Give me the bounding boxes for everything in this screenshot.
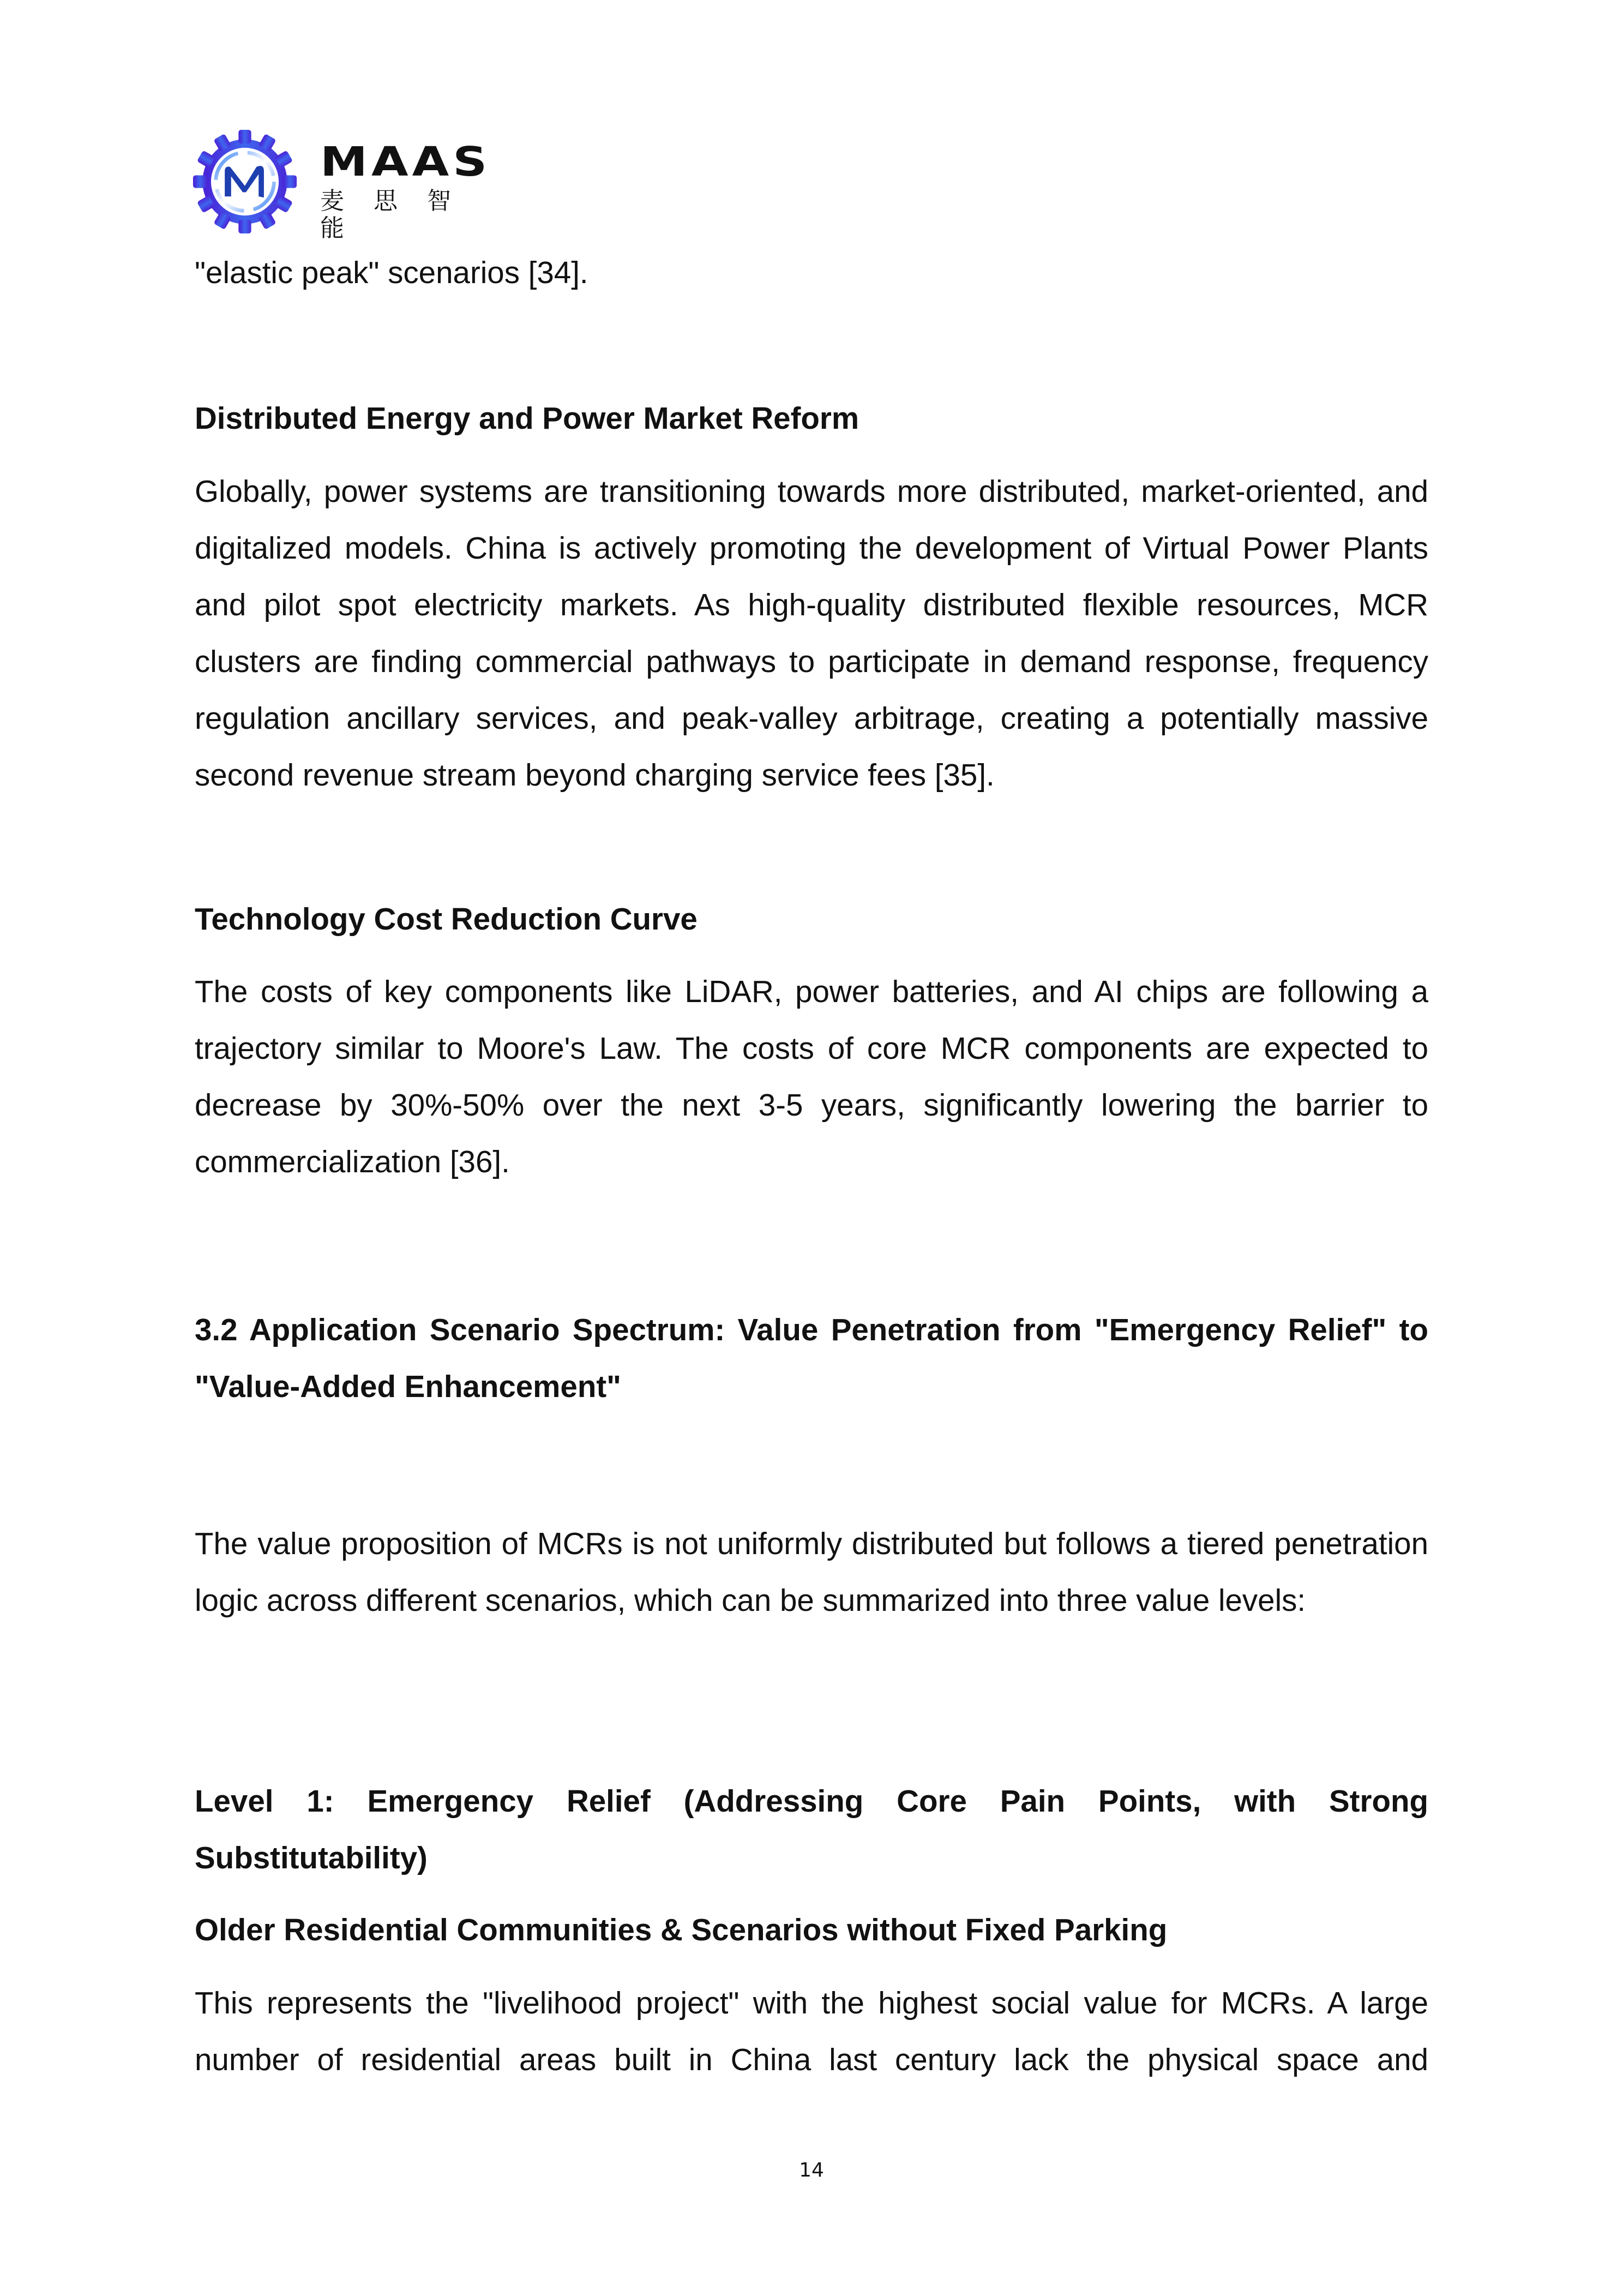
section-body-distributed-energy: Globally, power systems are transitioning towards more distributed, market-oriented, and digitalized models. China is actively promoting the development of Virtual Power Plants and pilot spot electricity markets. As high-quality distributed flexible resources, MCR clusters are finding commercial pathways to participate in demand response, frequency regulation ancillary services, and peak-valley arbitrage, creating a potentially massive second revenue stream beyond charging service fees [35].: [195, 474, 1428, 792]
page-number: 14: [799, 2159, 824, 2181]
continuation-text: "elastic peak" scenarios [34].: [195, 255, 588, 290]
level-1-heading: Level 1: Emergency Relief (Addressing Core Pain Points, with Strong Substitutability): [195, 1784, 1428, 1875]
logo-wordmark: MAAS: [320, 139, 491, 185]
section-heading-technology-cost: Technology Cost Reduction Curve: [195, 902, 698, 936]
section-intro-3-2: The value proposition of MCRs is not uniformly distributed but follows a tiered penetration logic across different scenarios, which can be summarized into three value levels:: [195, 1526, 1428, 1617]
gear-m-logo-icon: [192, 129, 298, 235]
section-heading-distributed-energy: Distributed Energy and Power Market Reform: [195, 401, 859, 435]
company-logo: [192, 129, 508, 242]
logo-chinese-name: 麦思智能: [320, 187, 480, 242]
level-1-subheading: Older Residential Communities & Scenarios without Fixed Parking: [195, 1913, 1168, 1947]
section-body-technology-cost: The costs of key components like LiDAR, power batteries, and AI chips are following a trajectory similar to Moore's Law. The costs of core MCR components are expected to decrease by 30%-50% over the next 3-5 years, significantly lowering the barrier to commercialization [36].: [195, 974, 1428, 1179]
section-heading-3-2: 3.2 Application Scenario Spectrum: Value Penetration from "Emergency Relief" to "Value-Added Enhancement": [195, 1312, 1428, 1404]
level-1-body: This represents the "livelihood project" with the highest social value for MCRs. A large number of residential areas built in China last century lack the physical space and: [195, 1986, 1428, 2077]
